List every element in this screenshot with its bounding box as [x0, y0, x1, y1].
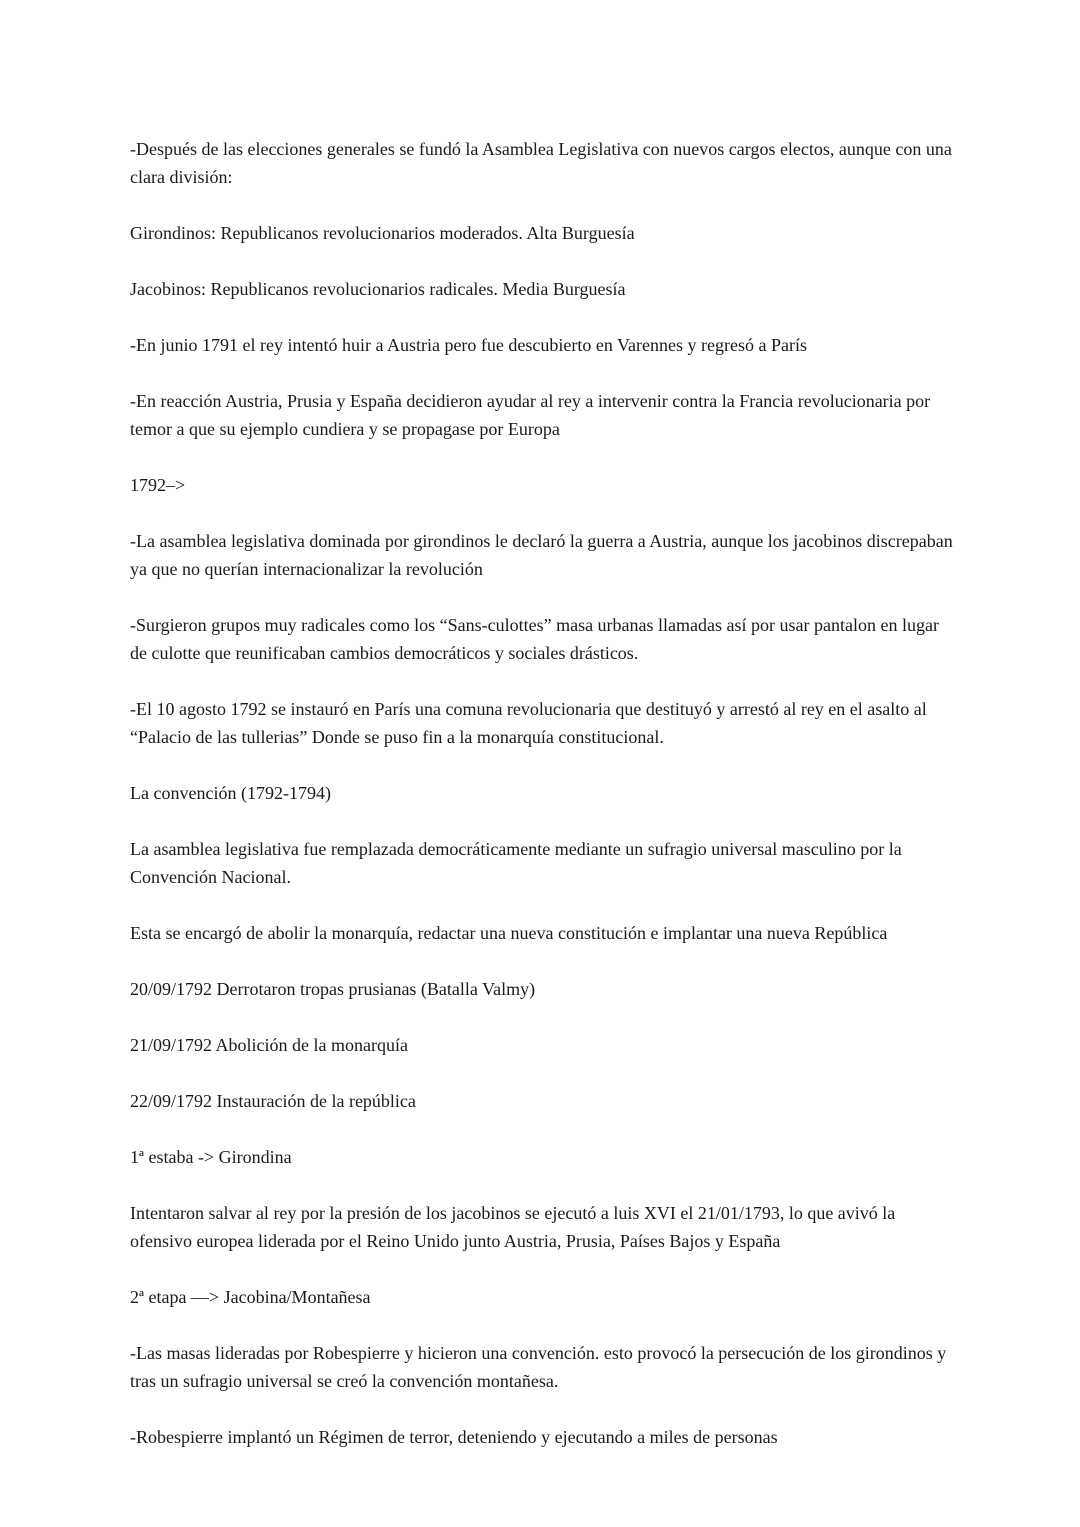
paragraph: 1792–> — [130, 475, 186, 495]
paragraph: -En reacción Austria, Prusia y España decidieron ayudar al rey a intervenir contra la Francia revolucionaria por temor a que su ejemplo cundiera y se propagase por Europa — [130, 391, 935, 439]
paragraph: 22/09/1792 Instauración de la república — [130, 1091, 416, 1111]
paragraph: -El 10 agosto 1792 se instauró en París una comuna revolucionaria que destituyó y arrestó al rey en el asalto al “Palacio de las tullerias” Donde se puso fin a la monarquía constitucional. — [130, 699, 932, 747]
paragraph: Esta se encargó de abolir la monarquía, redactar una nueva constitución e implantar una nueva República — [130, 923, 888, 943]
paragraph: 2ª etapa —> Jacobina/Montañesa — [130, 1287, 371, 1307]
paragraph: -Surgieron grupos muy radicales como los “Sans-culottes” masa urbanas llamadas así por usar pantalon en lugar de culotte que reunificaban cambios democráticos y sociales drásticos. — [130, 615, 944, 663]
paragraph: -La asamblea legislativa dominada por girondinos le declaró la guerra a Austria, aunque los jacobinos discrepaban ya que no querían internacionalizar la revolución — [130, 531, 958, 579]
paragraph: -Robespierre implantó un Régimen de terror, deteniendo y ejecutando a miles de personas — [130, 1427, 778, 1447]
paragraph: La asamblea legislativa fue remplazada democráticamente mediante un sufragio universal masculino por la Convención Nacional. — [130, 839, 907, 887]
paragraph: Girondinos: Republicanos revolucionarios moderados. Alta Burguesía — [130, 223, 635, 243]
paragraph: 20/09/1792 Derrotaron tropas prusianas (Batalla Valmy) — [130, 979, 536, 999]
document-body — [130, 135, 958, 1451]
paragraph: Intentaron salvar al rey por la presión de los jacobinos se ejecutó a luis XVI el 21/01/1793, lo que avivó la ofensivo europea liderada por el Reino Unido junto Austria, Prusia, Países Bajos y España — [130, 1203, 900, 1251]
paragraph: La convención (1792-1794) — [130, 783, 331, 803]
paragraph: -Las masas lideradas por Robespierre y hicieron una convención. esto provocó la persecución de los girondinos y tras un sufragio universal se creó la convención montañesa. — [130, 1343, 951, 1391]
paragraph: Jacobinos: Republicanos revolucionarios radicales. Media Burguesía — [130, 279, 626, 299]
paragraph: -En junio 1791 el rey intentó huir a Austria pero fue descubierto en Varennes y regresó a París — [130, 335, 807, 355]
paragraph: 21/09/1792 Abolición de la monarquía — [130, 1035, 408, 1055]
paragraph: 1ª estaba -> Girondina — [130, 1147, 292, 1167]
paragraph: -Después de las elecciones generales se fundó la Asamblea Legislativa con nuevos cargos electos, aunque con una clara división: — [130, 139, 957, 187]
